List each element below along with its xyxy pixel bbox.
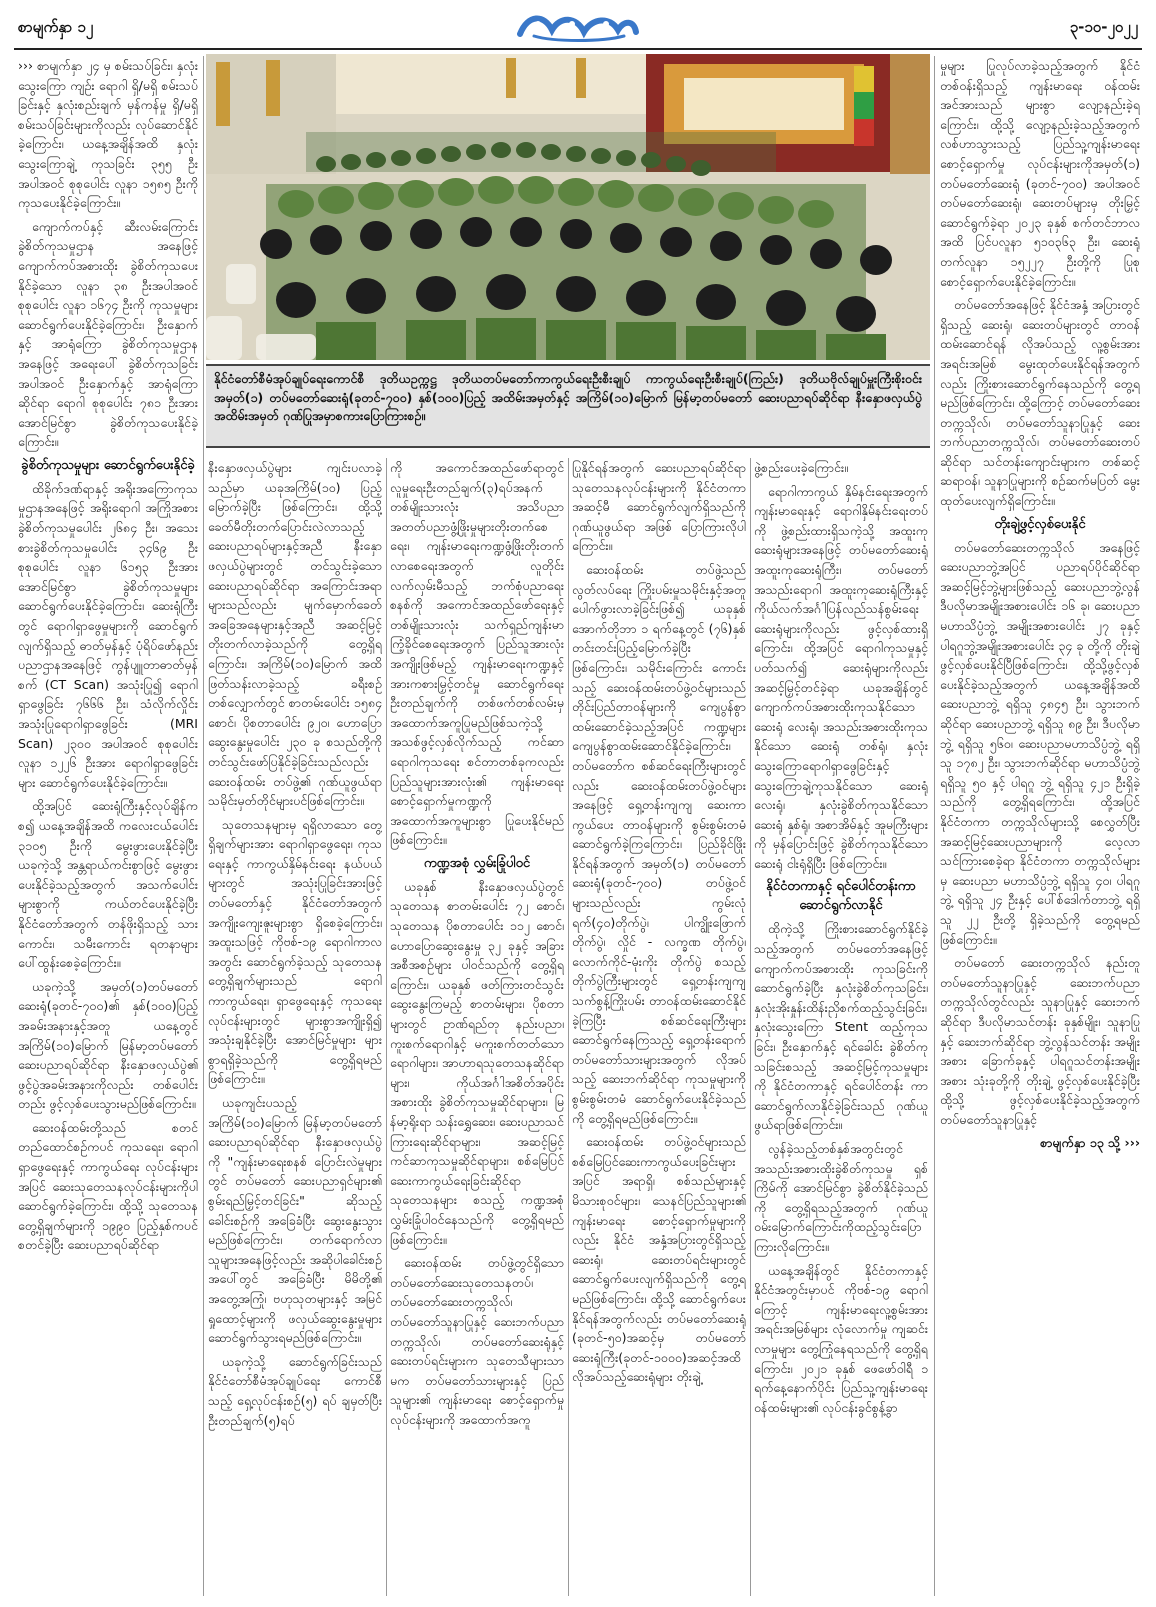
paragraph: ဆေးဝန်ထမ်းတို့သည် စတင်တည်ထောင်စဉ်ကပင် ကုသရေး၊ ရောဂါရှာဖွေရေးနှင့် ကာကွယ်ရေး လုပ်ငန်းများအပြင် ဆေးသုတေသနလုပ်ငန်းများကိုပါ ဆောင်ရွက်ခဲ့ကြောင်း၊ ထို့သို့ သုတေသနတွေ့ရှိချက်များကို ၁၉၉၀ ပြည့်နှစ်ကပင် စတင်ခဲ့ပြီး ဆေးပညာရပ်ဆိုင်ရာ xyxy=(18,1119,198,1253)
subheading: နိုင်ငံတကာနှင့် ရင်ပေါင်တန်းကာ ဆောင်ရွက်လာနိုင် xyxy=(766,879,916,914)
subheading: တိုးချဲ့ဖွင့်လှစ်ပေးနိုင် xyxy=(994,516,1086,532)
subheading: ကဏ္ဍအစုံ လွှမ်းခြုံပါဝင် xyxy=(423,855,531,871)
continued-on-link[interactable]: စာမျက်နှာ ၁၃ သို့ ››› xyxy=(1040,1135,1140,1151)
issue-date: ၃-၁၀-၂၀၂၂ xyxy=(1069,18,1138,36)
paragraph: လွန်ခဲ့သည့်တစ်နှစ်အတွင်းတွင် အသည်းအစားထိုးခွဲစိတ်ကုသမှု ရှစ်ကြိမ်ကို အောင်မြင်စွာ ခွဲစိတ်နိုင်ခဲ့သည်ကို တွေ့ရှိရသည့်အတွက် ဂုဏ်ယူဝမ်းမြောက်ကြောင်းကိုထည့်သွင်းပြောကြားလိုကြောင်း။ xyxy=(754,1141,928,1254)
paragraph: ယခုကျင်းပသည့် အကြိမ်(၁၀)မြောက် မြန်မာ့တပ်မတော် ဆေးပညာရပ်ဆိုင်ရာ နီးနှောဖလှယ်ပွဲကို "ကျန်းမာရေးစနစ် ပြောင်းလဲမှုများတွင် တပ်မတော် ဆေးပညာရှင်များ၏ စွမ်းရည်မြှင့်တင်ခြင်း" ဆိုသည့် ခေါင်းစဉ်ကို အခြေခံပြီး ဆွေးနွေးသွားမည်ဖြစ်ကြောင်း၊ တက်ရောက်လာသူများအနေဖြင့်လည်း အဆိုပါခေါင်းစဉ်အပေါ်တွင် အခြေခံပြီး မိမိတို့၏ အတွေ့အကြုံ၊ ဗဟုသုတများနှင့် အမြင်ရှုထောင့်များကို ဖလှယ်ဆွေးနွေးမှုများ ဆောင်ရွက်သွားရမည်ဖြစ်ကြောင်း။ xyxy=(208,1095,382,1346)
page-header xyxy=(14,8,1142,48)
paragraph: နီးနှောဖလှယ်ပွဲများ ကျင်းပလာခဲ့သည်မှာ ယခုအကြိမ်(၁၀) ပြည့်မြောက်ခဲ့ပြီး ဖြစ်ကြောင်း၊ ထို့သို့ ခေတ်မီတိုးတက်ပြောင်းလဲလာသည့် ဆေးပညာရပ်များနှင့်အညီ နီးနှောဖလှယ်ပွဲများတွင် တင်သွင်းခဲ့သော ဆေးပညာရပ်ဆိုင်ရာ အကြောင်းအရာများသည်လည်း မျက်မှောက်ခေတ် အခြေအနေများနှင့်အညီ အဆင့်မြင့်တိုးတက်လာခဲ့သည်ကို တွေ့ရှိရကြောင်း၊ အကြိမ်(၁၀)မြောက် အထိဖြတ်သန်းလာခဲ့သည့် ခရီးစဉ်တစ်လျှောက်တွင် စာတမ်းပေါင်း ၁၅၈၄ စောင်၊ ပိုစတာပေါင်း ၉၂၀၊ ဟောပြောဆွေးနွေးမှုပေါင်း ၂၃၀ ခု စသည်တို့ကို တင်သွင်းဖော်ပြနိုင်ခဲ့ခြင်းသည်လည်း ဆေးဝန်ထမ်း တပ်ဖွဲ့၏ ဂုဏ်ယူဖွယ်ရာ သမိုင်းမှတ်တိုင်များပင်ဖြစ်ကြောင်း။ xyxy=(208,460,382,809)
masthead-logo-graphic xyxy=(514,8,642,44)
column-6 xyxy=(940,56,1140,1596)
paragraph: တပ်မတော် ဆေးတက္ကသိုလ် နည်းတူ တပ်မတော်သူနာပြုနှင့် ဆေးဘက်ပညာ တက္ကသိုလ်တွင်လည်း သူနာပြုနှင့် ဆေးဘက်ဆိုင်ရာ ဒီပလိုမာသင်တန်း ခုနှစ်မျိုး၊ သူနာပြုနှင့် ဆေးဘက်ဆိုင်ရာ ဘွဲ့လွန်သင်တန်း အမျိုးအစား ခြောက်ခုနှင့် ပါရဂူသင်တန်းအမျိုးအစား သုံးခုတို့ကို တိုးချဲ့ ဖွင့်လှစ်ပေးနိုင်ခဲ့ပြီး ထို့သို့ ဖွင့်လှစ်ပေးနိုင်ခဲ့သည့်အတွက် တပ်မတော်သူနာပြုနှင့် xyxy=(940,955,1140,1127)
column-divider xyxy=(386,458,387,1596)
column-2 xyxy=(208,458,382,1596)
photo-caption: နိုင်ငံတော်စီမံအုပ်ချုပ်ရေးကောင်စီ ဒုတိယဥက္ကဋ္ဌ ဒုတိယတပ်မတော်ကာကွယ်ရေးဦးစီးချုပ် ကာကွယ်ရေးဦးစီးချုပ်(ကြည်း) ဒုတိယဗိုလ်ချုပ်မှူးကြီးစိုးဝင်း အမှတ်(၁) တပ်မတော်ဆေးရုံ(ခုတင်-၇၀၀) နှစ်(၁၀၀)ပြည့် အထိမ်းအမှတ်နှင့် အကြိမ်(၁၀)မြောက် မြန်မာ့တပ်မတော် ဆေးပညာရပ်ဆိုင်ရာ နီးနှောဖလှယ်ပွဲ အထိမ်းအမှတ် ဂုဏ်ပြုအမှာစကားပြောကြားစဉ်။ xyxy=(206,364,930,448)
paragraph: တပ်မတော်ဆေးတက္ကသိုလ် အနေဖြင့် ဆေးပညာဘွဲ့အပြင် ပညာရပ်ပိုင်ဆိုင်ရာ အဆင့်မြင့်ဘွဲ့များဖြစ်သည့် ဆေးပညာဘွဲ့လွန် ဒီပလိုမာအမျိုးအစားပေါင်း ၁၆ ခု၊ ဆေးပညာမဟာသိပ္ပံဘွဲ့ အမျိုးအစားပေါင်း ၂၇ ခုနှင့် ပါရဂူဘွဲ့အမျိုးအစားပေါင်း ၃၄ ခု တို့ကို တိုးချဲ့ ဖွင့်လှစ်ပေးနိုင်ပြီဖြစ်ကြောင်း၊ ထို့သို့ဖွင့်လှစ်ပေးနိုင်ခဲ့သည့်အတွက် ယနေ့အချိန်အထိ ဆေးပညာဘွဲ့ ရရှိသူ ၄၈၄၅ ဦး၊ သွားဘက်ဆိုင်ရာ ဆေးပညာဘွဲ့ ရရှိသူ ၈၉ ဦး၊ ဒီပလိုမာဘွဲ့ ရရှိသူ ၅၆၀၊ ဆေးပညာမဟာသိပ္ပံဘွဲ့ ရရှိသူ ၁၇၈၂ ဦး၊ သွားဘက်ဆိုင်ရာ မဟာသိပ္ပံဘွဲ့ ရရှိသူ ၅၀ နှင့် ပါရဂူ ဘွဲ့ ရရှိသူ ၄၂၁ ဦးရှိခဲ့သည်ကို တွေ့ရှိရကြောင်း၊ ထို့အပြင် နိုင်ငံတကာ တက္ကသိုလ်များသို့ စေလွှတ်ပြီး အဆင့်မြင့်ဆေးပညာများကို လေ့လာသင်ကြားစေခဲ့ရာ နိုင်ငံတကာ တက္ကသိုလ်များမှ ဆေးပညာ မဟာသိပ္ပံဘွဲ့ ရရှိသူ ၄၀၊ ပါရဂူဘွဲ့ ရရှိသူ ၂၄ ဦးနှင့် ပေါ်စ်ဒေါက်တာဘွဲ့ ရရှိသူ ၂၂ ဦးတို့ ရှိခဲ့သည်ကို တွေ့ရမည်ဖြစ်ကြောင်း။ xyxy=(940,539,1140,947)
subheading: ခွဲစိတ်ကုသမှုများ ဆောင်ရွက်ပေးနိုင်ခဲ့ xyxy=(21,457,195,473)
column-5 xyxy=(754,458,928,1596)
paragraph: ››› စာမျက်နှာ ၂၄ မှ စမ်းသပ်ခြင်း၊ နှလုံးသွေးကြော ကျဉ်း ရောဂါ ရှိ/မရှိ စမ်းသပ်ခြင်းနှင့် နှလုံးစည်းချက် မှန်ကန်မှု ရှိ/မရှိ စမ်းသပ်ခြင်းများကိုလည်း လုပ်ဆောင်နိုင်ခဲ့ကြောင်း၊ ယနေ့အချိန်အထိ နှလုံးသွေးကြောချဲ့ ကုသခြင်း ၃၅၅ ဦး အပါအဝင် စုစုပေါင်း လူနာ ၁၅၈၅ ဦးကို ကုသပေးနိုင်ခဲ့ကြောင်း။ xyxy=(18,58,198,211)
column-divider xyxy=(934,56,935,1596)
paragraph: ရောဂါကာကွယ် နှိမ်နင်းရေးအတွက် ကျန်းမာရေးနှင့် ရောဂါနှိမ်နင်းရေးတပ်ကို ဖွဲ့စည်းထားရှိသကဲ့သို့ အထူးကုဆေးရုံများအနေဖြင့် တပ်မတော်ဆေးရုံ အထူးကုဆေးရုံကြီး၊ တပ်မတော်အသည်းရောဂါ အထူးကုဆေးရုံကြီးနှင့် ကိုယ်လက်အင်္ဂါပြန်လည်သန်စွမ်းရေး ဆေးရုံများကိုလည်း ဖွင့်လှစ်ထားရှိကြောင်း၊ ထို့အပြင် ရောဂါကုသမှုနှင့် ပတ်သက်၍ ဆေးရုံများကိုလည်း အဆင့်မြှင့်တင်ခဲ့ရာ ယခုအချိန်တွင် ကျောက်ကပ်အစားထိုးကုသနိုင်သော ဆေးရုံ လေးရုံ၊ အသည်းအစားထိုးကုသနိုင်သော ဆေးရုံ တစ်ရုံ၊ နှလုံးသွေးကြောရောဂါရှာဖွေခြင်းနှင့် သွေးကြောချဲ့ကုသနိုင်သော ဆေးရုံ လေးရုံ၊ နှလုံးခွဲစိတ်ကုသနိုင်သော ဆေးရုံ နှစ်ရုံ၊ အစာအိမ်နှင့် အူမကြီးများကို မှန်ပြောင်းဖြင့် ခွဲစိတ်ကုသနိုင်သောဆေးရုံ ငါးရုံရှိပြီး ဖြစ်ကြောင်း။ xyxy=(754,483,928,871)
paragraph: ထိခိုက်ဒဏ်ရာနှင့် အရိုးအကြောကုသမှုဌာနအနေဖြင့် အရိုးရောဂါ အကြိုအစား ခွဲစိတ်ကုသမှုပေါင်း ၂၆၈၄ ဦး၊ အသေးစားခွဲစိတ်ကုသမှုပေါင်း ၃၄၆၉ ဦး စုစုပေါင်း လူနာ ၆၁၅၃ ဦးအား အောင်မြင်စွာ ခွဲစိတ်ကုသမှုများ ဆောင်ရွက်ပေးနိုင်ခဲ့ကြောင်း၊ ဆေးရုံကြီးတွင် ရောဂါရှာဖွေမှုများကို ဆောင်ရွက်လျက်ရှိသည့် ဓာတ်မှန်နှင့် ပုံရိပ်ဖော်နည်းပညာဌာနအနေဖြင့် ကွန်ပျူတာဓာတ်မှန်စက် (CT Scan) အသုံးပြု၍ ရောဂါရှာဖွေခြင်း ၇၆၆၆ ဦး၊ သံလိုက်လှိုင်း အသုံးပြုရောဂါရှာဖွေခြင်း (MRI Scan) ၂၃၀၀ အပါအဝင် စုစုပေါင်း လူနာ ၁၂၂၆ ဦးအား ရောဂါရှာဖွေခြင်းများ ဆောင်ရွက်ပေးနိုင်ခဲ့ကြောင်း။ xyxy=(18,480,198,790)
paragraph: မှုများ ပြုလုပ်လာခဲ့သည့်အတွက် နိုင်ငံတစ်ဝန်းရှိသည့် ကျန်းမာရေး ဝန်ထမ်းအင်အားသည် များစွာ လျော့နည်းခဲ့ရကြောင်း၊ ထို့သို့ လျော့နည်းခဲ့သည့်အတွက် လစ်ဟာသွားသည့် ပြည်သူ့ကျန်းမာရေးစောင့်ရှောက်မှု လုပ်ငန်းများကိုအမှတ်(၁) တပ်မတော်ဆေးရုံ (ခုတင်-၇၀၀) အပါအဝင် တပ်မတော်ဆေးရုံ၊ ဆေးတပ်များမှ တိုးမြှင့်ဆောင်ရွက်ခဲ့ရာ ၂၀၂၃ ခုနှစ် စက်တင်ဘာလအထိ ပြင်ပလူနာ ၅၁၀၃၆၃ ဦး၊ ဆေးရုံတက်လူနာ ၁၅၂၂၇ ဦးတို့ကို ပြုစုစောင့်ရှောက်ပေးနိုင်ခဲ့ကြောင်း။ xyxy=(940,58,1140,289)
header-rule xyxy=(14,48,1142,50)
paragraph: ယခုကဲ့သို့ အမှတ်(၁)တပ်မတော်ဆေးရုံ(ခုတင်-၇၀၀)၏ နှစ်(၁၀၀)ပြည့် အခမ်းအနားနှင့်အတူ ယနေ့တွင် အကြိမ်(၁၀)မြောက် မြန်မာ့တပ်မတော် ဆေးပညာရပ်ဆိုင်ရာ နီးနှောဖလှယ်ပွဲ၏ ဖွင့်ပွဲအခမ်းအနားကိုလည်း တစ်ပေါင်းတည်း ဖွင့်လှစ်ပေးသွားမည်ဖြစ်ကြောင်း။ xyxy=(18,978,198,1112)
paragraph: ဆေးဝန်ထမ်း တပ်ဖွဲ့တွင်ရှိသော တပ်မတော်ဆေးသုတေသနတပ်၊ တပ်မတော်ဆေးတက္ကသိုလ်၊ တပ်မတော်သူနာပြုနှင့် ဆေးဘက်ပညာတက္ကသိုလ်၊ တပ်မတော်ဆေးရုံနှင့် ဆေးတပ်ရင်းများက သုတေသီများသာမက တပ်မတော်သားများနှင့် ပြည်သူများ၏ ကျန်းမာရေး စောင့်ရှောက်မှု လုပ်ငန်းများကို အထောက်အကူ xyxy=(390,1255,564,1427)
paragraph: ယခုကဲ့သို့ ဆောင်ရွက်ခြင်းသည် နိုင်ငံတော်စီမံအုပ်ချုပ်ရေး ကောင်စီသည့် ရှေ့လုပ်ငန်းစဉ်(၅) ရပ် ချမှတ်ပြီး ဦးတည်ချက်(၅)ရပ် xyxy=(208,1353,382,1428)
column-1 xyxy=(18,56,198,1596)
paragraph: သုတေသနများမှ ရရှိလာသော တွေ့ရှိချက်များအား ရောဂါရှာဖွေရေး၊ ကုသရေးနှင့် ကာကွယ်နှိမ်နင်းရေး နယ်ပယ်များတွင် အသုံးပြုခြင်းအားဖြင့် တပ်မတော်နှင့် နိုင်ငံတော်အတွက် အကျိုးကျေးဇူးများစွာ ရှိစေခဲ့ကြောင်း၊ အထူးသဖြင့် ကိုဗစ်-၁၉ ရောဂါကာလအတွင်း ဆောင်ရွက်ခဲ့သည့် သုတေသနတွေ့ရှိချက်များသည် ရောဂါကာကွယ်ရေး၊ ရှာဖွေရေးနှင့် ကုသရေးလုပ်ငန်းများတွင် များစွာအကျိုးရှိ၍ အသုံးချနိုင်ခဲ့ပြီး အောင်မြင်မှုများ များစွာရရှိခဲ့သည်ကို တွေ့ရှိရမည်ဖြစ်ကြောင်း။ xyxy=(208,816,382,1087)
paragraph: ကျောက်ကပ်နှင့် ဆီးလမ်းကြောင်း ခွဲစိတ်ကုသမှုဌာန အနေဖြင့် ကျောက်ကပ်အစားထိုး ခွဲစိတ်ကုသပေးနိုင်ခဲ့သော လူနာ ၃၈ ဦးအပါအဝင် စုစုပေါင်း လူနာ ၁၆၇၄ ဦးကို ကုသမှုများ ဆောင်ရွက်ပေးနိုင်ခဲ့ကြောင်း၊ ဦးနှောက်နှင့် အာရုံကြော ခွဲစိတ်ကုသမှုဌာနအနေဖြင့် အရေးပေါ် ခွဲစိတ်ကုသခြင်း အပါအဝင် ဦးနှောက်နှင့် အာရုံကြောဆိုင်ရာ ရောဂါ စုစုပေါင်း ၇၈၁ ဦးအား အောင်မြင်စွာ ခွဲစိတ်ကုသပေးနိုင်ခဲ့ကြောင်း။ xyxy=(18,218,198,450)
column-divider xyxy=(568,458,569,1596)
column-3 xyxy=(390,458,564,1596)
paragraph: ကို အကောင်အထည်ဖော်ရာတွင် လူမှုရေးဦးတည်ချက်(၃)ရပ်အနက် တစ်မျိုးသားလုံး အသိပညာ အတတ်ပညာဖွံ့ဖြိုးမှုများတိုးတက်စေရေး၊ ကျန်းမာရေးကဏ္ဍဖွံ့ဖြိုးတိုးတက်လာစေရေးအတွက် လူတိုင်းလက်လှမ်းမီသည့် ဘက်စုံပညာရေးစနစ်ကို အကောင်အထည်ဖော်ရေးနှင့် တစ်မျိုးသားလုံး သက်ရှည်ကျန်းမာ ကြံ့ခိုင်စေရေးအတွက် ပြည်သူအားလုံး အကျိုးဖြစ်မည့် ကျန်းမာရေးကဏ္ဍနှင့် အားကစားမြှင့်တင်မှု ဆောင်ရွက်ရေး ဦးတည်ချက်ကို တစ်ဖက်တစ်လမ်းမှအထောက်အကူပြုမည်ဖြစ်သကဲ့သို့ အသစ်ဖွင့်လှစ်လိုက်သည့် ကင်ဆာရောဂါကုသရေး စင်တာတစ်ခုကလည်း ပြည်သူများအားလုံး၏ ကျန်းမာရေးစောင့်ရှောက်မှုကဏ္ဍကို အထောက်အကူများစွာ ပြုပေးနိုင်မည်ဖြစ်ကြောင်း။ xyxy=(390,460,564,848)
column-4 xyxy=(572,458,746,1596)
news-photo xyxy=(206,54,930,360)
paragraph: ထို့အပြင် ဆေးရုံကြီးနှင့်လုပ်ချိန်ကစ၍ ယနေ့အချိန်အထိ ကလေးငယ်ပေါင်း ၃၁၀၅ ဦးကို မွေးဖွားပေးနိုင်ခဲ့ပြီး ယခုကဲ့သို့ အန္တရာယ်ကင်းစွာဖြင့် မွေးဖွားပေးနိုင်ခဲ့သည့်အတွက် အသက်ပေါင်းများစွာကို ကယ်တင်ပေးနိုင်ခဲ့ပြီး နိုင်ငံတော်အတွက် တန်ဖိုးရှိသည့် သားကောင်း၊ သမီးကောင်း ရတနာများ ပေါ်ထွန်းစေခဲ့ကြောင်း။ xyxy=(18,798,198,971)
column-divider xyxy=(203,56,204,1596)
paragraph: ယနေ့အချိန်တွင် နိုင်ငံတကာနှင့် နိုင်ငံအတွင်းမှာပင် ကိုဗစ်-၁၉ ရောဂါကြောင့် ကျန်းမာရေးလူ့စွမ်းအားအရင်းအမြစ်များ လုံလောက်မှု ကျဆင်းလာမှုများ တွေ့ကြုံနေရသည်ကို တွေ့ရှိရကြောင်း၊ ၂၀၂၁ ခုနှစ် ဖေဖော်ဝါရီ ၁ ရက်နေ့နောက်ပိုင်း ပြည်သူ့ကျန်းမာရေးဝန်ထမ်းများ၏ လုပ်ငန်းခွင်စွန့်ခွာ xyxy=(754,1262,928,1415)
paragraph: ယခုနှစ် နီးနှောဖလှယ်ပွဲတွင် သုတေသန စာတမ်းပေါင်း ၇၂ စောင်၊ သုတေသန ပိုစတာပေါင်း ၁၁၂ စောင်၊ ဟောပြောဆွေးနွေးမှု ၃၂ ခုနှင့် အခြားအစီအစဉ်များ ပါဝင်သည်ကို တွေ့ရှိရကြောင်း၊ ယခုနှစ် ဖတ်ကြားတင်သွင်းဆွေးနွေးကြမည့် စာတမ်းများ၊ ပိုစတာများတွင် ဥာဏ်ရည်တု နည်းပညာ၊ ကူးစက်ရောဂါနှင့် မကူးစက်တတ်သော ရောဂါများ၊ အာဟာရသုတေသနဆိုင်ရာများ၊ ကိုယ်အင်္ဂါအစိတ်အပိုင်း အစားထိုး ခွဲစိတ်ကုသမှုဆိုင်ရာများ၊ မြန်မာ့ရိုးရာ သန်းရွှေဆေး၊ ဆေးပညာသင်ကြားရေးဆိုင်ရာများ၊ အဆင့်မြင့် ကင်ဆာကုသမှုဆိုင်ရာများ၊ စစ်မြေပြင်ဆေးကာကွယ်ရေးခြင်းဆိုင်ရာ သုတေသနများ စသည့် ကဏ္ဍအစုံလွှမ်းခြုံပါဝင်နေသည်ကို တွေ့ရှိရမည်ဖြစ်ကြောင်း။ xyxy=(390,878,564,1247)
paragraph: ဆေးဝန်ထမ်း တပ်ဖွဲ့သည် လွတ်လပ်ရေး ကြိုးပမ်းမှုသမိုင်းနှင့်အတူ ပေါက်ဖွားလာခဲ့ခြင်းဖြစ်၍ ယခုနှစ် အောက်တိုဘာ ၁ ရက်နေ့တွင် (၇၆)နှစ် တင်းတင်းပြည့်မြောက်ခဲ့ပြီး ဖြစ်ကြောင်း၊ သမိုင်းကြောင်း ကောင်းသည့် ဆေးဝန်ထမ်းတပ်ဖွဲ့ဝင်များသည် တိုင်းပြည်တာဝန်များကို ကျေပွန်စွာ ထမ်းဆောင်ခဲ့သည့်အပြင် ကဏ္ဍများကျေပွန်စွာထမ်းဆောင်နိုင်ခဲ့ကြောင်း၊ တပ်မတော်က စစ်ဆင်ရေးကြီးများတွင်လည်း ဆေးဝန်ထမ်းတပ်ဖွဲ့ဝင်များအနေဖြင့် ရှေ့တန်းကျကျ ဆေးကာကွယ်ပေး တာဝန်များကို စွမ်းစွမ်းတမံ ဆောင်ရွက်ခဲ့ကြကြောင်း၊ ပြည်ခိုင်ဖြိုးနိုင်ရန်အတွက် အမှတ်(၁) တပ်မတော်ဆေးရုံ(ခုတင်-၇၀၀) တပ်ဖွဲ့ဝင်များသည်လည်း ကွမ်းလုံ ရက်(၄၀)တိုက်ပွဲ၊ ပါကျွိုးဖြောက်တိုက်ပွဲ၊ လှိုင် - လက္ခဏ တိုက်ပွဲ၊ လောက်ကိုင်-မုံးကိုး တိုက်ပွဲ စသည့် တိုက်ပွဲကြီးများတွင် ရှေ့တန်းကျကျ သက်စွန့်ကြိုးပမ်း တာဝန်ထမ်းဆောင်နိုင်ခဲ့ကြပြီး စစ်ဆင်ရေးကြီးများ ဆောင်ရွက်နေကြသည့် ရှေ့တန်းရောက် တပ်မတော်သားများအတွက် လိုအပ်သည့် ဆေးဘက်ဆိုင်ရာ ကုသမှုများကို စွမ်းစွမ်းတမံ ဆောင်ရွက်ပေးနိုင်ခဲ့သည်ကို တွေ့ရှိရမည်ဖြစ်ကြောင်း။ xyxy=(572,561,746,1126)
paragraph: တပ်မတော်အနေဖြင့် နိုင်ငံအနှံ့ အပြားတွင်ရှိသည့် ဆေးရုံ၊ ဆေးတပ်များတွင် တာဝန်ထမ်းဆောင်ရန် လိုအပ်သည့် လူ့စွမ်းအားအရင်းအမြစ် မွေးထုတ်ပေးနိုင်ရန်အတွက်လည်း ကြိုးစားဆောင်ရွက်နေသည်ကို တွေ့ရမည်ဖြစ်ကြောင်း၊ ထို့ကြောင့် တပ်မတော်ဆေးတက္ကသိုလ်၊ တပ်မတော်သူနာပြုနှင့် ဆေးဘက်ပညာတက္ကသိုလ်၊ တပ်မတော်ဆေးတပ်ဆိုင်ရာ သင်တန်းကျောင်းများက တစ်ဆင့်ဆရာဝန်၊ သူနာပြုများကို စဉ်ဆက်မပြတ် မွေးထုတ်ပေးလျက်ရှိကြောင်း။ xyxy=(940,297,1140,509)
page-number: စာမျက်နှာ ၁၂ xyxy=(18,18,94,36)
paragraph: ပြုနိုင်ရန်အတွက် ဆေးပညာရပ်ဆိုင်ရာသုတေသနလုပ်ငန်းများကို နိုင်ငံတကာအဆင့်မီ ဆောင်ရွက်လျက်ရှိသည်ကို ဂုဏ်ယူဖွယ်ရာ အဖြစ် ပြောကြားလိုပါကြောင်း။ xyxy=(572,460,746,554)
paragraph: ဖွဲ့စည်းပေးခဲ့ကြောင်း။ xyxy=(754,460,848,475)
paragraph: ဆေးဝန်ထမ်း တပ်ဖွဲ့ဝင်များသည် စစ်မြေပြင်ဆေးကာကွယ်ပေးခြင်းများအပြင် အရာရှိ၊ စစ်သည်များနှင့် မိသားစုဝင်များ၊ သေနင်ပြည်သူများ၏ ကျန်းမာရေး စောင့်ရှောက်မှုများကိုလည်း နိုင်ငံ အနှံ့အပြားတွင်ရှိသည့် ဆေးရုံ၊ ဆေးတပ်ရင်းများတွင် ဆောင်ရွက်ပေးလျက်ရှိသည်ကို တွေ့ရမည်ဖြစ်ကြောင်း၊ ထို့သို့ ဆောင်ရွက်ပေးနိုင်ရန်အတွက်လည်း တပ်မတော်ဆေးရုံ (ခုတင်-၅၀)အဆင့်မှ တပ်မတော်ဆေးရုံကြီး(ခုတင်-၁၀၀၀)အဆင့်အထိ လိုအပ်သည့်ဆေးရုံများ တိုးချဲ့ xyxy=(572,1134,746,1385)
conference-hall-photo xyxy=(206,54,930,360)
column-divider xyxy=(750,458,751,1596)
newspaper-logo xyxy=(514,8,642,44)
paragraph: ထိုကဲ့သို့ ကြိုးစားဆောင်ရွက်နိုင်ခဲ့သည့်အတွက် တပ်မတော်အနေဖြင့် ကျောက်ကပ်အစားထိုး ကုသခြင်းကို ဆောင်ရွက်ခဲ့ပြီး နှလုံးခွဲစိတ်ကုသခြင်း၊ နှလုံးအိုးနှုန်းထိန်းညှိစက်ထည့်သွင်းခြင်း၊ နှလုံးသွေးကြော Stent ထည့်ကုသခြင်း၊ ဦးနှောက်နှင့် ရင်ခေါင်း ခွဲစိတ်ကုသခြင်းစသည့် အဆင့်မြင့်ကုသမှုများကို နိုင်ငံတကာနှင့် ရင်ပေါင်တန်း ကာ ဆောင်ရွက်လာနိုင်ခဲ့ခြင်းသည် ဂုဏ်ယူဖွယ်ရာဖြစ်ကြောင်း။ xyxy=(754,921,928,1133)
